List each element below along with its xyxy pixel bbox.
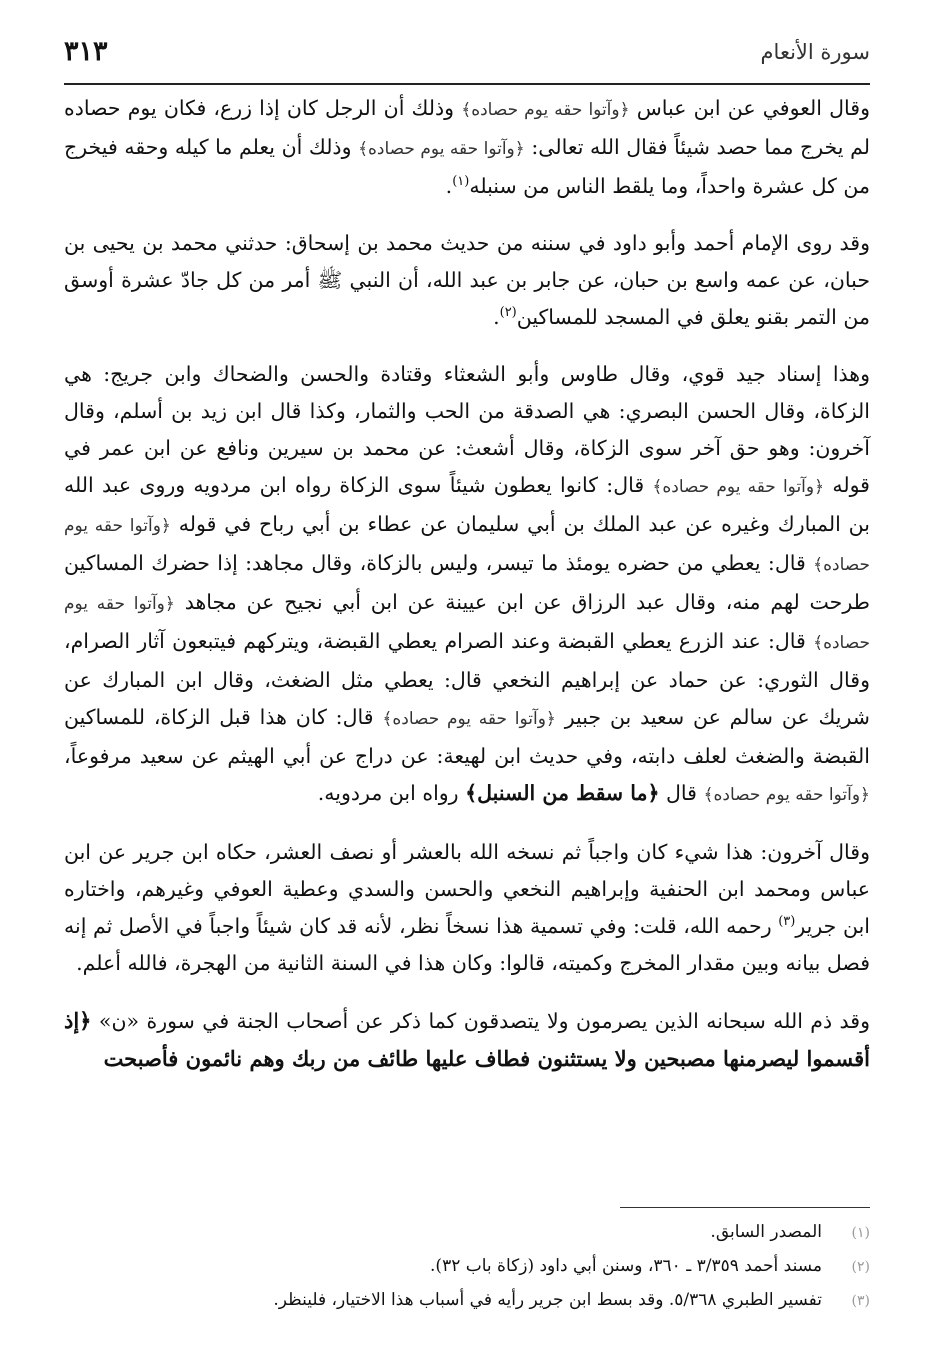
header-rule	[64, 83, 870, 85]
quoted-phrase: ﴿ما سقط من السنبل﴾	[465, 781, 660, 805]
page-number: ٣١٣	[64, 36, 108, 67]
quran-quote: ﴿وآتوا حقه يوم حصاده﴾	[64, 516, 870, 575]
page-body	[64, 90, 870, 1098]
footnote-rule	[620, 1207, 870, 1208]
footnote-ref[interactable]: (٢)	[499, 305, 517, 321]
text-segment: قال: كان هذا قبل الزكاة، للمساكين القبضة والضغث لعلف دابته، وفي حديث ابن لهيعة: عن دراج عن أبي الهيثم عن سعيد مرفوعاً،	[64, 705, 870, 768]
text-segment: وقال آخرون: هذا شيء كان واجباً ثم نسخه الله بالعشر أو نصف العشر، حكاه ابن جرير عن ابن عباس ومحمد ابن الحنفية وإبراهيم النخعي والحسن والسدي وعطية العوفي وغيرهم، واختاره ابن جرير	[64, 840, 870, 938]
quran-quote: ﴿وآتوا حقه يوم حصاده﴾	[64, 594, 870, 653]
text-segment: قال	[666, 781, 697, 805]
quran-quote: ﴿وآتوا حقه يوم حصاده﴾	[358, 139, 525, 159]
quran-quote: ﴿وآتوا حقه يوم حصاده﴾	[652, 477, 825, 497]
footnote-item	[64, 1251, 870, 1282]
text-segment: وقد ذم الله سبحانه الذين يصرمون ولا يتصدقون كما ذكر عن أصحاب الجنة في سورة «ن»	[98, 1009, 870, 1033]
footnote-ref[interactable]: (٣)	[778, 914, 796, 930]
text-segment: .	[445, 174, 453, 198]
paragraph-1	[64, 90, 870, 205]
footnote-text: تفسير الطبري ٥/٣٦٨. وقد بسط ابن جرير رأيه في أسباب هذا الاختيار، فلينظر.	[273, 1290, 822, 1310]
text-segment: وقد روى الإمام أحمد وأبو داود في سننه من حديث محمد بن إسحاق: حدثني محمد بن يحيى بن حبان، عن عمه واسع بن حبان، عن جابر بن عبد الله، أن النبي ﷺ أمر من كل جادّ عشرة أوسق من التمر بقنو يعلق في المسجد للمساكين	[64, 231, 870, 329]
footnote-text: مسند أحمد ٣/٣٥٩ ـ ٣٦٠، وسنن أبي داود (زكاة باب ٣٢).	[430, 1256, 822, 1276]
footnote-text: المصدر السابق.	[710, 1222, 822, 1242]
footnote-ref[interactable]: (١)	[452, 174, 470, 190]
surah-title: سورة الأنعام	[760, 40, 870, 64]
quran-quote: ﴿وآتوا حقه يوم حصاده﴾	[382, 709, 556, 729]
paragraph-4	[64, 834, 870, 982]
page-header	[64, 36, 870, 78]
footnote-item	[64, 1285, 870, 1316]
footnote-item	[64, 1217, 870, 1248]
footnotes	[64, 1217, 870, 1319]
quran-quote: ﴿وآتوا حقه يوم حصاده﴾	[703, 785, 870, 805]
text-segment: وقال العوفي عن ابن عباس	[636, 96, 870, 120]
text-segment: قال: عند الزرع يعطي القبضة وعند الصرام يعطي القبضة، ويتركهم فيتبعون آثار الصرام، وقال الثوري: عن حماد عن إبراهيم النخعي قال: يعطي مثل الضغث، وقال ابن المبارك عن شريك عن سالم عن سعيد بن جبير	[64, 629, 870, 729]
text-segment: قال: يعطي من حضره يومئذ ما تيسر، وليس بالزكاة، وقال مجاهد: إذا حضرك المساكين طرحت لهم منه، وقال عبد الرزاق عن ابن عيينة عن ابن أبي نجيح عن مجاهد	[64, 551, 870, 614]
quran-quote: ﴿وآتوا حقه يوم حصاده﴾	[461, 100, 630, 120]
quran-quote-bold: ﴿إذ أقسموا ليصرمنها مصبحين ولا يستثنون فطاف عليها طائف من ربك وهم نائمون فأصبحت	[64, 1008, 870, 1071]
footnote-number: (١)	[851, 1225, 870, 1241]
footnote-number: (٢)	[851, 1259, 870, 1275]
paragraph-2	[64, 225, 870, 336]
text-segment: قال: كانوا يعطون شيئاً سوى الزكاة رواه ابن مردويه وروى عبد الله بن المبارك وغيره عن عبد الملك بن أبي سليمان عن عطاء بن أبي رباح في قوله	[64, 473, 870, 536]
text-segment: رحمه الله، قلت: وفي تسمية هذا نسخاً نظر، لأنه قد كان شيئاً واجباً في الأصل ثم إنه فصل بيانه وبين مقدار المخرج وكميته، قالوا: وكان هذا في السنة الثانية من الهجرة، فالله أعلم.	[64, 914, 870, 975]
paragraph-3	[64, 356, 870, 814]
text-segment: .	[493, 305, 500, 329]
footnote-number: (٣)	[851, 1293, 870, 1309]
paragraph-5	[64, 1002, 870, 1078]
text-segment: وهذا إسناد جيد قوي، وقال طاوس وأبو الشعثاء وقتادة والحسن والضحاك وابن جريج: هي الزكاة، وقال الحسن البصري: هي الصدقة من الحب والثمار، وكذا قال ابن زيد بن أسلم، وقال آخرون: وهو حق آخر سوى الزكاة، وقال أشعث: عن محمد بن سيرين ونافع عن ابن عمر في قوله	[64, 362, 870, 497]
text-segment: وذلك أن يعلم ما كيله وحقه فيخرج من كل عشرة واحداً، وما يلقط الناس من سنبله	[64, 135, 870, 198]
text-segment: رواه ابن مردويه.	[317, 781, 459, 805]
text-segment: وذلك أن الرجل كان إذا زرع، فكان يوم حصاده لم يخرج مما حصد شيئاً فقال الله تعالى:	[64, 96, 870, 159]
